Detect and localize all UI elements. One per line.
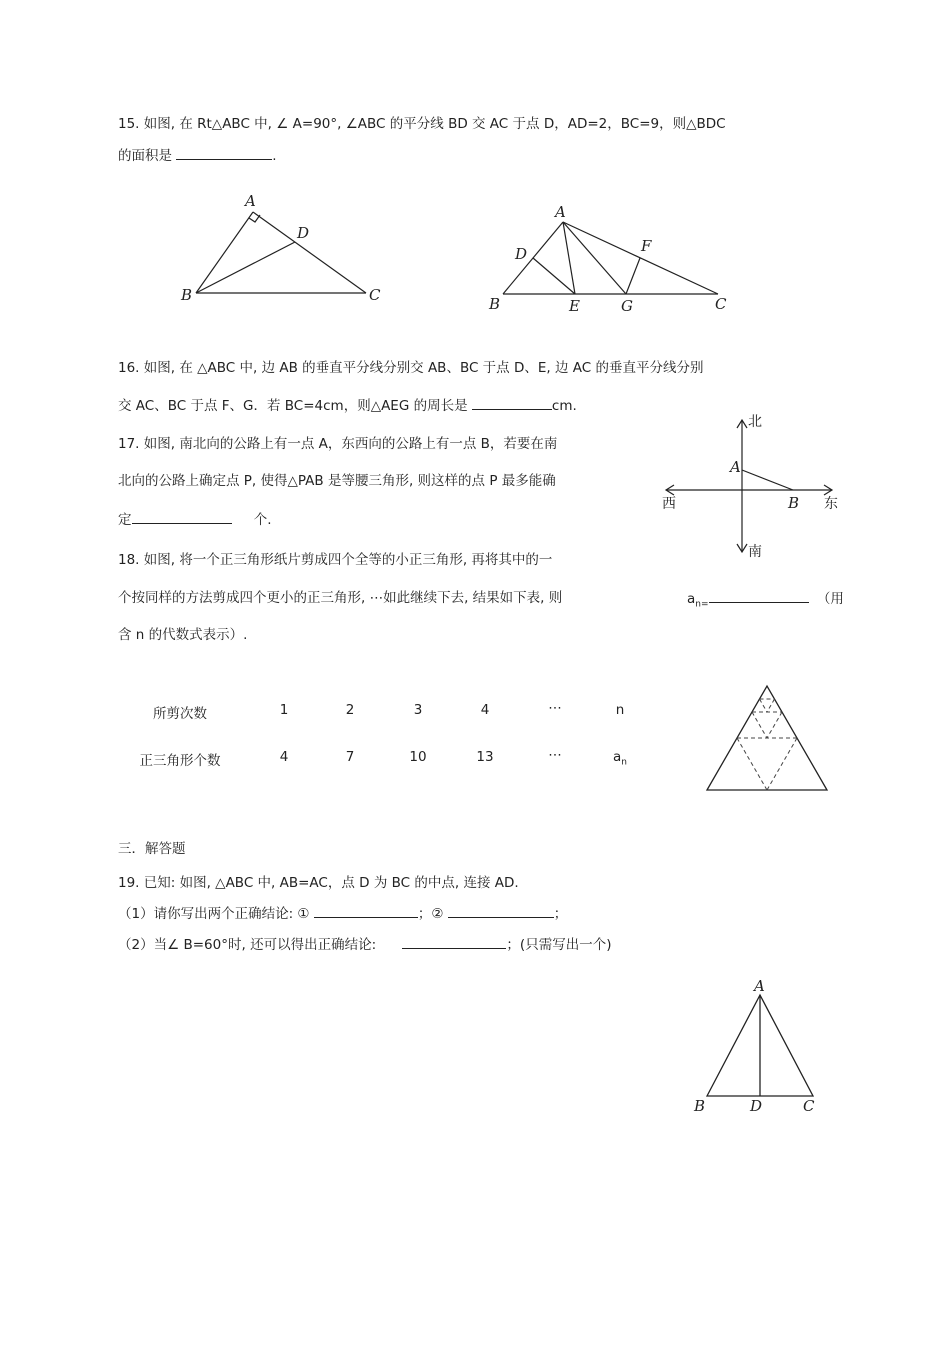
- q19-line2-suffix: ；: [553, 906, 568, 922]
- q17-line2: 北向的公路上确定点 P, 使得△PAB 是等腰三角形, 则这样的点 P 最多能确: [118, 473, 556, 489]
- fig15-label-b: B: [181, 286, 193, 304]
- fig19-label-d: D: [750, 1097, 763, 1115]
- fig16-label-b: B: [489, 295, 501, 313]
- table18-row2-cell: 4: [279, 749, 289, 765]
- fig16-label-d: D: [515, 245, 528, 263]
- fig17-east: 东: [824, 496, 838, 512]
- fig17-label-b: B: [788, 494, 800, 512]
- fig15-label-d: D: [297, 224, 310, 242]
- table18-row1-cell: 4: [480, 702, 490, 718]
- fig16-label-a: A: [555, 203, 566, 221]
- table18-an-base: a: [613, 749, 622, 765]
- q16-line1: 16. 如图, 在 △ABC 中, 边 AB 的垂直平分线分别交 AB、BC 于点 D、E, 边 AC 的垂直平分线分别: [118, 360, 704, 376]
- q18-line3: 含 n 的代数式表示）.: [118, 627, 248, 643]
- section3-title: 三．解答题: [118, 841, 186, 857]
- table18-an-sub: n: [621, 757, 627, 768]
- table18-row2-cell: 13: [476, 749, 494, 765]
- q16-line2-prefix: 交 AC、BC 于点 F、G．若 BC=4cm，则△AEG 的周长是: [118, 398, 468, 414]
- q19-line2: [118, 903, 567, 924]
- q19-line2-mid: ；②: [417, 906, 444, 922]
- fig16-label-g: G: [621, 297, 633, 315]
- fig16-label-e: E: [569, 297, 580, 315]
- q15-line2-prefix: 的面积是: [118, 148, 172, 164]
- q19-line3-suffix: ；(只需写出一个): [506, 937, 612, 953]
- fig16-label-c: C: [715, 295, 727, 313]
- q16-line2-suffix: cm.: [551, 398, 577, 414]
- fig19-label-a: A: [754, 977, 765, 995]
- fig17-south: 南: [748, 544, 762, 560]
- figure-16: [485, 200, 735, 320]
- q17-line3: [118, 509, 272, 530]
- table18-row1-header: 所剪次数: [153, 706, 207, 722]
- figure-15: [175, 190, 395, 310]
- q16-answer-blank[interactable]: [472, 395, 552, 410]
- table18-row2-cell: 10: [409, 749, 427, 765]
- table18-row1-cell: 3: [413, 702, 423, 718]
- q18-line2-suffix: （用: [816, 591, 844, 607]
- table18-row1-cell: 1: [279, 702, 289, 718]
- fig15-label-a: A: [245, 192, 256, 210]
- q18-line1: 18. 如图, 将一个正三角形纸片剪成四个全等的小正三角形, 再将其中的一: [118, 552, 553, 568]
- q17-line1: 17. 如图, 南北向的公路上有一点 A，东西向的公路上有一点 B，若要在南: [118, 436, 558, 452]
- table18-row1-cell: 2: [345, 702, 355, 718]
- q15-line2: [118, 145, 277, 166]
- fig17-north: 北: [748, 414, 762, 430]
- table18-row2-cell: 7: [345, 749, 355, 765]
- table18-row2-cell: ⋯: [548, 747, 562, 763]
- figure-17: [660, 410, 850, 560]
- fig17-label-a: A: [730, 458, 741, 476]
- q19-line2-prefix: （1）请你写出两个正确结论: ①: [118, 906, 310, 922]
- q17-line3-suffix: 个.: [253, 512, 272, 528]
- fig15-label-c: C: [369, 286, 381, 304]
- q19-answer-blank-2[interactable]: [448, 903, 554, 918]
- table18-row2-header: 正三角形个数: [139, 753, 221, 769]
- q19-line3: [118, 934, 611, 955]
- table18-row1-cell: n: [615, 702, 625, 718]
- fig17-west: 西: [662, 496, 676, 512]
- q18-an-label: a: [687, 591, 696, 607]
- q19-answer-blank-1[interactable]: [314, 903, 418, 918]
- q18-an-answer: [687, 588, 844, 615]
- q17-answer-blank[interactable]: [132, 509, 232, 524]
- q15-answer-blank[interactable]: [176, 145, 272, 160]
- figure-18: [700, 680, 840, 800]
- table18-row2-cell: [580, 749, 660, 768]
- q18-line2-text: 个按同样的方法剪成四个更小的正三角形, ⋯如此继续下去, 结果如下表, 则: [118, 590, 563, 606]
- q18-an-sub: n=: [695, 599, 709, 610]
- figure-19: [690, 975, 830, 1120]
- q15-line1: 15. 如图, 在 Rt△ABC 中, ∠ A=90°, ∠ABC 的平分线 BD 交 AC 于点 D，AD=2，BC=9，则△BDC: [118, 116, 726, 132]
- fig19-label-b: B: [694, 1097, 706, 1115]
- q19-answer-blank-3[interactable]: [402, 934, 506, 949]
- q19-line3-prefix: （2）当∠ B=60°时, 还可以得出正确结论:: [118, 937, 377, 953]
- q16-line2: [118, 395, 577, 416]
- table18-row1-cell: ⋯: [548, 700, 562, 716]
- q18-answer-blank[interactable]: [709, 588, 809, 603]
- q17-line3-prefix: 定: [118, 512, 132, 528]
- fig16-label-f: F: [641, 237, 652, 255]
- q19-line1: 19. 已知: 如图, △ABC 中, AB=AC，点 D 为 BC 的中点, 连接 AD.: [118, 875, 519, 891]
- q15-line2-suffix: .: [272, 148, 277, 164]
- q18-line2: [118, 588, 562, 608]
- fig19-label-c: C: [803, 1097, 815, 1115]
